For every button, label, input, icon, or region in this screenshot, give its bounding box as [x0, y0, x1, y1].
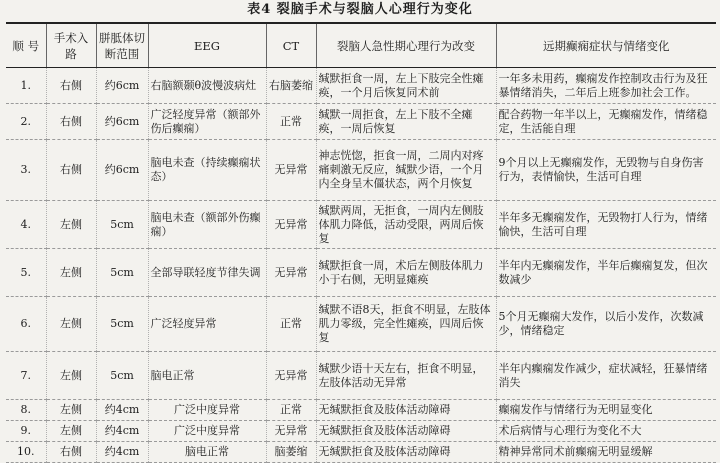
- table-row: [6, 352, 716, 400]
- cell-extent: 5cm: [96, 201, 148, 249]
- cell-acute: 无缄默拒食及肢体活动障碍: [316, 421, 496, 442]
- cell-extent: 约4cm: [96, 421, 148, 442]
- col-header-ct: CT: [266, 23, 316, 68]
- cell-ct: 无异常: [266, 352, 316, 400]
- cell-acute: 缄默拒食一周，左上下肢完全性瘫痪，一个月后恢复同术前: [316, 68, 496, 104]
- cell-acute: 缄默两周，无拒食，一周内左侧肢体肌力降低，活动受限，两周后恢复: [316, 201, 496, 249]
- cell-number: 4.: [6, 201, 46, 249]
- cell-number: 3.: [6, 140, 46, 201]
- cell-extent: 5cm: [96, 249, 148, 297]
- cell-eeg: 全部导联轻度节律失调: [148, 249, 266, 297]
- cell-acute: 缄默少语十天左右，拒食不明显，左肢体活动无异常: [316, 352, 496, 400]
- cell-number: 9.: [6, 421, 46, 442]
- cell-acute: 缄默一周拒食，左上下肢不全瘫痪，一周后恢复: [316, 104, 496, 140]
- cell-number: 6.: [6, 297, 46, 352]
- cell-longterm: 5个月无癫痫大发作，以后小发作，次数减少，情绪稳定: [496, 297, 716, 352]
- cell-extent: 约6cm: [96, 140, 148, 201]
- table-row: [6, 249, 716, 297]
- cell-extent: 约4cm: [96, 442, 148, 463]
- cell-approach: 左侧: [46, 400, 96, 421]
- col-header-acute: 裂脑人急性期心理行为改变: [316, 23, 496, 68]
- cell-longterm: 一年多未用药，癫痫发作控制攻击行为及狂暴情绪消失，二年后上班参加社会工作。: [496, 68, 716, 104]
- col-header-number: 顺 号: [6, 23, 46, 68]
- table-row: [6, 68, 716, 104]
- cell-eeg: 脑电正常: [148, 352, 266, 400]
- cell-number: 8.: [6, 400, 46, 421]
- cell-approach: 左侧: [46, 201, 96, 249]
- cell-ct: 脑萎缩: [266, 442, 316, 463]
- cell-eeg: 脑电未查（持续癫痫状态）: [148, 140, 266, 201]
- cell-longterm: 半年内癫痫发作减少，症状减轻，狂暴情绪消失: [496, 352, 716, 400]
- cell-number: 5.: [6, 249, 46, 297]
- cell-extent: 约6cm: [96, 104, 148, 140]
- table-row: [6, 442, 716, 463]
- cell-longterm: 癫痫发作与情绪行为无明显变化: [496, 400, 716, 421]
- cell-ct: 无异常: [266, 421, 316, 442]
- cell-ct: 正常: [266, 400, 316, 421]
- cell-longterm: 半年内无癫痫发作，半年后癫痫复发，但次数减少: [496, 249, 716, 297]
- header-row: [6, 23, 716, 68]
- cell-approach: 左侧: [46, 352, 96, 400]
- col-header-approach: 手术入路: [46, 23, 96, 68]
- col-header-longterm: 远期癫痫症状与情绪变化: [496, 23, 716, 68]
- table-row: [6, 104, 716, 140]
- table-row: [6, 140, 716, 201]
- cell-eeg: 脑电未查（额部外伤癫痫）: [148, 201, 266, 249]
- cell-extent: 约4cm: [96, 400, 148, 421]
- col-header-extent: 胼胝体切断范围: [96, 23, 148, 68]
- cell-extent: 5cm: [96, 297, 148, 352]
- table-title: 表4 裂脑手术与裂脑人心理行为变化: [247, 2, 473, 17]
- cell-ct: 正常: [266, 297, 316, 352]
- cell-eeg: 广泛轻度异常: [148, 297, 266, 352]
- cell-acute: 缄默拒食一周，术后左侧肢体肌力小于右侧，无明显瘫痪: [316, 249, 496, 297]
- cell-longterm: 术后病情与心理行为变化不大: [496, 421, 716, 442]
- cell-extent: 5cm: [96, 352, 148, 400]
- cell-approach: 右侧: [46, 140, 96, 201]
- cell-number: 1.: [6, 68, 46, 104]
- table-row: [6, 201, 716, 249]
- cell-acute: 无缄默拒食及肢体活动障碍: [316, 400, 496, 421]
- cell-extent: 约6cm: [96, 68, 148, 104]
- cell-eeg: 脑电正常: [148, 442, 266, 463]
- table-row: [6, 421, 716, 442]
- cell-eeg: 广泛轻度异常（额部外伤后癫痫）: [148, 104, 266, 140]
- table-row: [6, 400, 716, 421]
- cell-approach: 左侧: [46, 421, 96, 442]
- cell-approach: 右侧: [46, 68, 96, 104]
- col-header-eeg: EEG: [148, 23, 266, 68]
- cell-ct: 正常: [266, 104, 316, 140]
- table-row: [6, 297, 716, 352]
- cell-eeg: 右脑额颞θ波慢波病灶: [148, 68, 266, 104]
- cell-number: 2.: [6, 104, 46, 140]
- cell-number: 7.: [6, 352, 46, 400]
- cell-eeg: 广泛中度异常: [148, 400, 266, 421]
- cell-ct: 无异常: [266, 249, 316, 297]
- cell-eeg: 广泛中度异常: [148, 421, 266, 442]
- cell-acute: 神志恍惚，拒食一周，二周内对疼痛刺激无反应，缄默少语，一个月内全身呈木僵状态，两个月恢复: [316, 140, 496, 201]
- cell-longterm: 9个月以上无癫痫发作，无毁物与自身伤害行为，表情愉快，生活可自理: [496, 140, 716, 201]
- cell-approach: 左侧: [46, 297, 96, 352]
- cell-longterm: 半年多无癫痫发作，无毁物打人行为，情绪愉快，生活可自理: [496, 201, 716, 249]
- cell-approach: 左侧: [46, 249, 96, 297]
- cell-longterm: 配合药物一年半以上，无癫痫发作，情绪稳定，生活能自理: [496, 104, 716, 140]
- cell-ct: 无异常: [266, 140, 316, 201]
- cell-approach: 右侧: [46, 104, 96, 140]
- data-table: [6, 22, 716, 463]
- cell-approach: 右侧: [46, 442, 96, 463]
- cell-ct: 无异常: [266, 201, 316, 249]
- cell-acute: 无缄默拒食及肢体活动障碍: [316, 442, 496, 463]
- cell-longterm: 精神异常同术前癫痫无明显缓解: [496, 442, 716, 463]
- cell-number: 10.: [6, 442, 46, 463]
- cell-acute: 缄默不语8天，拒食不明显，左肢体肌力零级，完全性瘫痪，四周后恢复: [316, 297, 496, 352]
- cell-ct: 右脑萎缩: [266, 68, 316, 104]
